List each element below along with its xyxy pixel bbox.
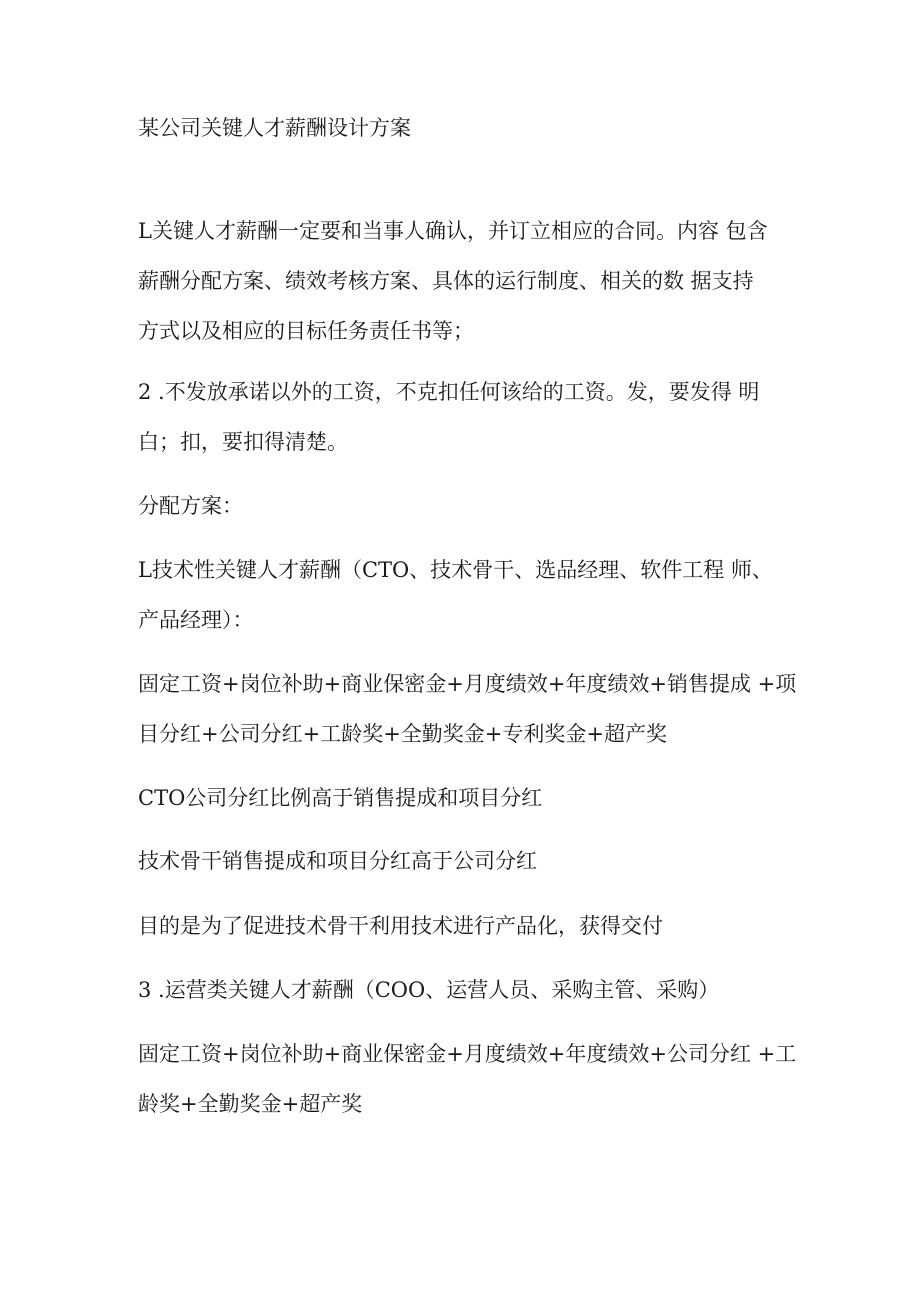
paragraph-line: 目的是为了促进技术骨干利用技术进行产品化，获得交付 [138, 914, 663, 938]
paragraph-line: 技术骨干销售提成和项目分红高于公司分红 [138, 849, 537, 873]
paragraph-line: L关键人才薪酬一定要和当事人确认，并订立相应的合同。内容 包含 [138, 219, 768, 243]
paragraph-line: 龄奖+全勤奖金+超产奖 [138, 1092, 363, 1116]
paragraph-wage-principle [138, 367, 788, 467]
paragraph-line: 固定工资+岗位补助+商业保密金+月度绩效+年度绩效+销售提成 +项 [138, 672, 797, 696]
paragraph-contract-confirmation [138, 206, 788, 356]
paragraph-line: 白；扣，要扣得清楚。 [138, 430, 348, 454]
paragraph-cto-dividend [138, 773, 788, 823]
paragraph-line: CTO公司分红比例高于销售提成和项目分红 [138, 786, 543, 810]
paragraph-operations-talent [138, 965, 788, 1015]
paragraph-operations-compensation-formula [138, 1029, 797, 1129]
paragraph-technical-talent [138, 545, 788, 645]
paragraph-line: L技术性关键人才薪酬（CTO、技术骨干、选品经理、软件工程 师、 [138, 558, 773, 582]
paragraph-line: 薪酬分配方案、绩效考核方案、具体的运行制度、相关的数 据支持 [138, 269, 754, 293]
paragraph-technical-compensation-formula [138, 659, 797, 759]
paragraph-line: 产品经理）： [138, 608, 254, 632]
paragraph-technical-backbone [138, 836, 788, 886]
document-title: 某公司关键人才薪酬设计方案 [138, 116, 411, 140]
paragraph-line: 分配方案： [138, 494, 243, 518]
section-heading-distribution-plan [138, 481, 788, 531]
paragraph-line: 目分红+公司分红+工龄奖+全勤奖金+专利奖金+超产奖 [138, 722, 667, 746]
paragraph-line: 方式以及相应的目标任务责任书等； [138, 319, 474, 343]
paragraph-line: 3 .运营类关键人才薪酬（COO、运营人员、采购主管、采购） [138, 978, 720, 1002]
paragraph-purpose [138, 901, 788, 951]
paragraph-line: 2 .不发放承诺以外的工资，不克扣任何该给的工资。发，要发得 明 [138, 380, 760, 404]
paragraph-line: 固定工资+岗位补助+商业保密金+月度绩效+年度绩效+公司分红 +工 [138, 1042, 797, 1066]
